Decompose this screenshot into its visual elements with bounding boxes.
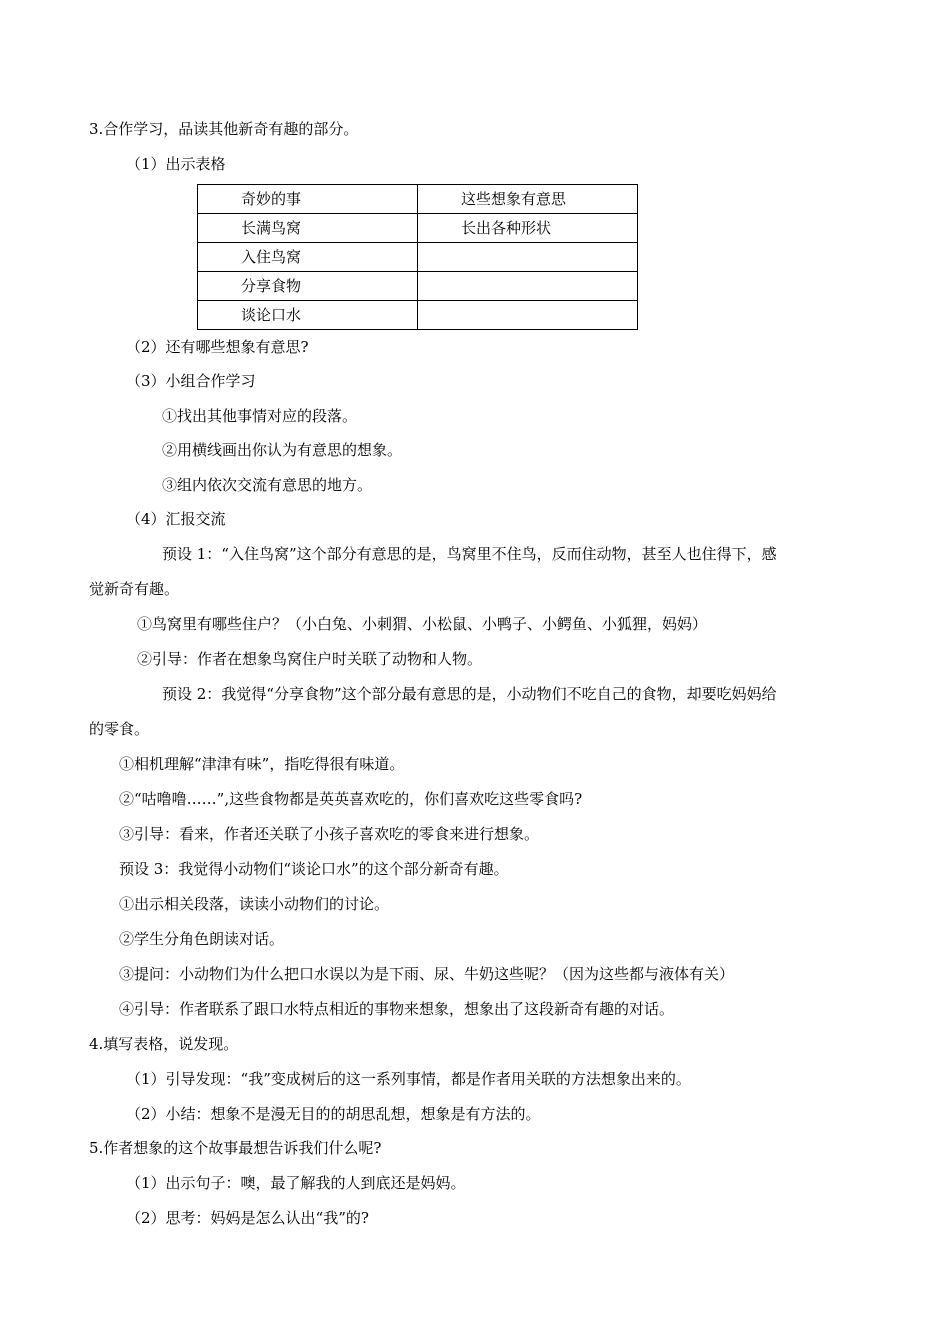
table-cell bbox=[418, 272, 638, 301]
list-item: ③提问：小动物们为什么把口水误以为是下雨、尿、牛奶这些呢？（因为这些都与液体有关） bbox=[119, 965, 735, 983]
list-item: ①找出其他事情对应的段落。 bbox=[162, 407, 358, 425]
list-item: ①出示相关段落，读读小动物们的讨论。 bbox=[119, 895, 390, 913]
list-item: ③组内依次交流有意思的地方。 bbox=[162, 476, 373, 494]
section-5-item-1: （1）出示句子：噢，最了解我的人到底还是妈妈。 bbox=[126, 1174, 466, 1192]
section-3-item-2: （2）还有哪些想象有意思? bbox=[126, 338, 309, 356]
section-4-item-2: （2）小结：想象不是漫无目的的胡思乱想，想象是有方法的。 bbox=[126, 1105, 541, 1123]
list-item: ③引导：看来，作者还关联了小孩子喜欢吃的零食来进行想象。 bbox=[119, 825, 540, 843]
section-3-title: 3.合作学习，品读其他新奇有趣的部分。 bbox=[89, 120, 359, 138]
table-row bbox=[198, 272, 638, 301]
section-5-item-2: （2）思考：妈妈是怎么认出“我”的? bbox=[126, 1209, 369, 1227]
table-cell bbox=[418, 243, 638, 272]
section-3-item-1: （1）出示表格 bbox=[126, 155, 226, 173]
list-item: ②“咕噜噜……”,这些食物都是英英喜欢吃的，你们喜欢吃这些零食吗? bbox=[119, 790, 583, 808]
section-3-item-4: （4）汇报交流 bbox=[126, 510, 226, 528]
table-cell: 长出各种形状 bbox=[418, 214, 638, 243]
table-row bbox=[198, 243, 638, 272]
list-item: ②学生分角色朗读对话。 bbox=[119, 930, 285, 948]
preset-1: 预设 1：“入住鸟窝”这个部分有意思的是，鸟窝里不住鸟，反而住动物，甚至人也住得下，感 bbox=[162, 545, 777, 563]
table-cell bbox=[418, 301, 638, 330]
preset-2-cont: 的零食。 bbox=[89, 720, 150, 738]
list-item: ①相机理解“津津有味”，指吃得很有味道。 bbox=[119, 755, 405, 773]
preset-3: 预设 3：我觉得小动物们“谈论口水”的这个部分新奇有趣。 bbox=[119, 860, 509, 878]
table-cell: 这些想象有意思 bbox=[418, 185, 638, 214]
preset-1-cont: 觉新奇有趣。 bbox=[89, 580, 180, 598]
section-5-title: 5.作者想象的这个故事最想告诉我们什么呢? bbox=[89, 1139, 382, 1157]
list-item: ②引导：作者在想象鸟窝住户时关联了动物和人物。 bbox=[137, 650, 483, 668]
table-cell: 长满鸟窝 bbox=[198, 214, 418, 243]
section-4-title: 4.填写表格，说发现。 bbox=[89, 1035, 239, 1053]
table-row bbox=[198, 185, 638, 214]
table-cell: 入住鸟窝 bbox=[198, 243, 418, 272]
list-item: ②用横线画出你认为有意思的想象。 bbox=[162, 441, 403, 459]
table-cell: 分享食物 bbox=[198, 272, 418, 301]
preset-2: 预设 2：我觉得“分享食物”这个部分最有意思的是，小动物们不吃自己的食物，却要吃妈妈给 bbox=[162, 685, 777, 703]
section-3-item-3: （3）小组合作学习 bbox=[126, 372, 256, 390]
table-cell: 奇妙的事 bbox=[198, 185, 418, 214]
list-item: ①鸟窝里有哪些住户？（小白兔、小刺猬、小松鼠、小鸭子、小鳄鱼、小狐狸，妈妈） bbox=[137, 615, 708, 633]
table-row bbox=[198, 214, 638, 243]
list-item: ④引导：作者联系了跟口水特点相近的事物来想象，想象出了这段新奇有趣的对话。 bbox=[119, 1000, 675, 1018]
comparison-table bbox=[197, 184, 638, 330]
section-4-item-1: （1）引导发现：“我”变成树后的这一系列事情，都是作者用关联的方法想象出来的。 bbox=[126, 1070, 691, 1088]
table-cell: 谈论口水 bbox=[198, 301, 418, 330]
table-row bbox=[198, 301, 638, 330]
